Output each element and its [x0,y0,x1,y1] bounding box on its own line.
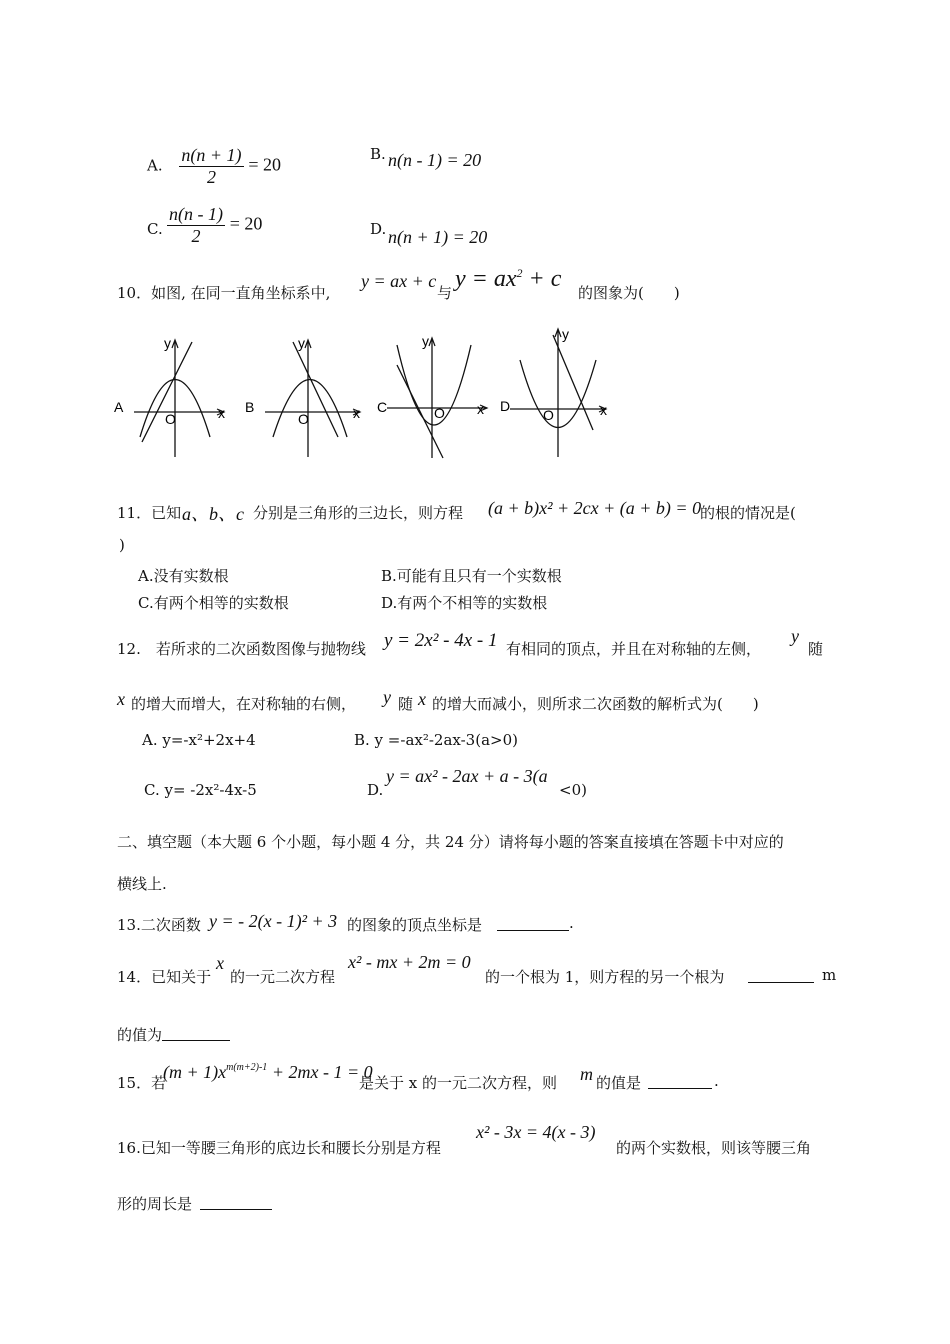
graph-a-label: A [114,399,124,415]
q14-line2: 的值为 [117,1026,163,1044]
q14-var-x: x [216,953,224,973]
q9-option-d-expr: n(n + 1) = 20 [388,227,488,247]
q12-line2c: 的增大而减小，则所求二次函数的解析式为( ) [432,695,759,713]
q10-expr2-base: y = ax [455,266,517,292]
q13-end: . [569,914,574,932]
q9-option-b [370,145,386,163]
q15-eq-base: (m + 1)x [163,1062,227,1082]
q11-mid: 分别是三角形的三边长，则方程 [253,504,464,522]
q15-eq-exponent: m(m+2)-1 [226,1062,268,1073]
graph-a-x-label: x [218,405,225,421]
q11-suffix: 的根的情况是( [700,504,796,522]
q13-answer-blank[interactable] [497,914,569,931]
q9-option-c-numerator: n(n - 1) [169,204,223,224]
graph-b-y-label: y [298,335,305,351]
q9-option-c-math [167,204,262,247]
graph-c-origin-label: O [434,405,445,421]
q16-prefix: 16.已知一等腰三角形的底边长和腰长分别是方程 [117,1139,441,1157]
q12-option-a: A. y=-x²+2x+4 [142,731,256,749]
q10-expr2-sup: 2 [516,266,523,280]
q11-option-d: D.有两个不相等的实数根 [381,594,548,612]
q10-expr2-tail: + c [522,266,562,292]
q16-line2: 形的周长是 [117,1195,193,1213]
q11-option-a: A.没有实数根 [138,567,229,585]
q12-option-d-label: D. [367,781,384,799]
q9-option-a-fraction [179,145,243,188]
q10-graph-c [375,330,495,460]
q9-option-c-label: C. [147,220,163,238]
graph-a-line [142,342,192,442]
q15-var-m: m [580,1064,593,1084]
q15-answer-blank[interactable] [648,1072,712,1089]
q15-mid: 是关于 x 的一元二次方程，则 [359,1074,557,1092]
q12-option-d-eq: y = ax² - 2ax + a - 3(a [386,766,548,786]
section2-heading-cont: 横线上. [117,875,167,893]
q16-answer-blank[interactable] [200,1193,272,1210]
graph-c-x-label: x [477,401,484,417]
q10-prefix: 10．如图, 在同一直角坐标系中, [117,284,331,302]
q10-expr2 [455,266,561,293]
q10-graph-a [112,332,232,460]
q10-mid: 与 [437,284,453,302]
q12-option-b: B. y =-ax²-2ax-3(a>0) [354,731,518,749]
q14-tail: m [822,966,837,984]
q15-eq-tail: + 2mx - 1 = 0 [267,1062,373,1082]
q10-expr1: y = ax + c [361,271,437,291]
graph-d-line [553,335,593,430]
q10-graph-b [243,332,368,460]
q9-option-c [147,220,163,238]
q14-answer-blank-1[interactable] [748,966,814,983]
q15-prefix: 15．若 [117,1074,167,1092]
q9-option-a-numerator: n(n + 1) [181,145,242,165]
graph-a-origin-label: O [165,411,176,427]
q9-option-c-fraction [167,204,225,247]
q14-mid: 的一元二次方程 [230,968,336,986]
q9-option-d-label: D. [370,220,387,238]
graph-a-y-label: y [164,335,171,351]
q12-option-c: C. y= -2x²-4x-5 [144,781,257,799]
q9-option-b-label: B. [370,145,386,163]
q12-var-x1: x [117,689,125,709]
q12-option-d-tail: <0) [559,781,587,799]
q9-option-d [370,220,386,238]
q10-graph-d [498,325,613,460]
q11-vars: a、b、c [182,504,244,524]
graph-b-x-label: x [353,405,360,421]
q12-prefix: 12. 若所求的二次函数图像与抛物线 [117,640,366,658]
q9-option-c-denominator: 2 [191,226,201,246]
q11-prefix: 11．已知 [117,504,182,522]
q9-option-a-label: A. [147,156,163,175]
q11-option-c: C.有两个相等的实数根 [138,594,289,612]
graph-d-x-label: x [600,402,607,418]
q12-line2b: 随 [398,695,414,713]
q9-option-a-rhs: = 20 [248,154,281,175]
q11-close-paren: ) [119,536,125,554]
q9-option-b-expr: n(n - 1) = 20 [388,150,482,170]
graph-c-label: C [377,399,388,415]
q12-mid: 有相同的顶点，并且在对称轴的左侧， [506,640,762,658]
q9-option-c-rhs: = 20 [229,213,263,234]
graph-b-label: B [245,399,255,415]
q13-suffix: 的图象的顶点坐标是 [347,916,483,934]
graph-b-parabola [273,380,347,438]
graph-d-label: D [500,398,511,414]
graph-b-origin-label: O [298,411,309,427]
q12-var-y1: y [791,626,799,646]
q11-option-b: B.可能有且只有一个实数根 [381,567,562,585]
q13-prefix: 13.二次函数 [117,916,201,934]
q12-equation: y = 2x² - 4x - 1 [384,630,498,651]
q9-option-a [147,145,281,188]
q16-suffix: 的两个实数根，则该等腰三角 [616,1139,812,1157]
q15-equation [163,1062,373,1083]
q14-equation: x² - mx + 2m = 0 [348,952,471,972]
graph-d-y-label: y [562,326,569,342]
q9-option-a-denominator: 2 [206,167,216,187]
q13-equation: y = - 2(x - 1)² + 3 [209,911,338,931]
q12-line2a: 的增大而增大，在对称轴的右侧， [131,695,357,713]
q11-equation: (a + b)x² + 2cx + (a + b) = 0 [488,498,702,518]
q14-answer-blank-2[interactable] [162,1024,230,1041]
graph-c-y-label: y [422,333,429,349]
graph-d-origin-label: O [543,407,554,423]
q16-equation: x² - 3x = 4(x - 3) [476,1122,596,1142]
q14-prefix: 14．已知关于 [117,968,212,986]
q12-var-x2: x [418,689,426,709]
q10-suffix: 的图象为( ) [578,284,680,302]
q15-end: . [714,1072,719,1090]
q14-suffix: 的一个根为 1，则方程的另一个根为 [485,968,725,986]
q12-var-y2: y [383,687,391,707]
q15-suffix: 的值是 [596,1074,642,1092]
section2-heading: 二、填空题（本大题 6 个小题，每小题 4 分，共 24 分）请将每小题的答案直接填在答题卡中对应的 [117,833,784,851]
q12-tail1: 随 [808,640,824,658]
